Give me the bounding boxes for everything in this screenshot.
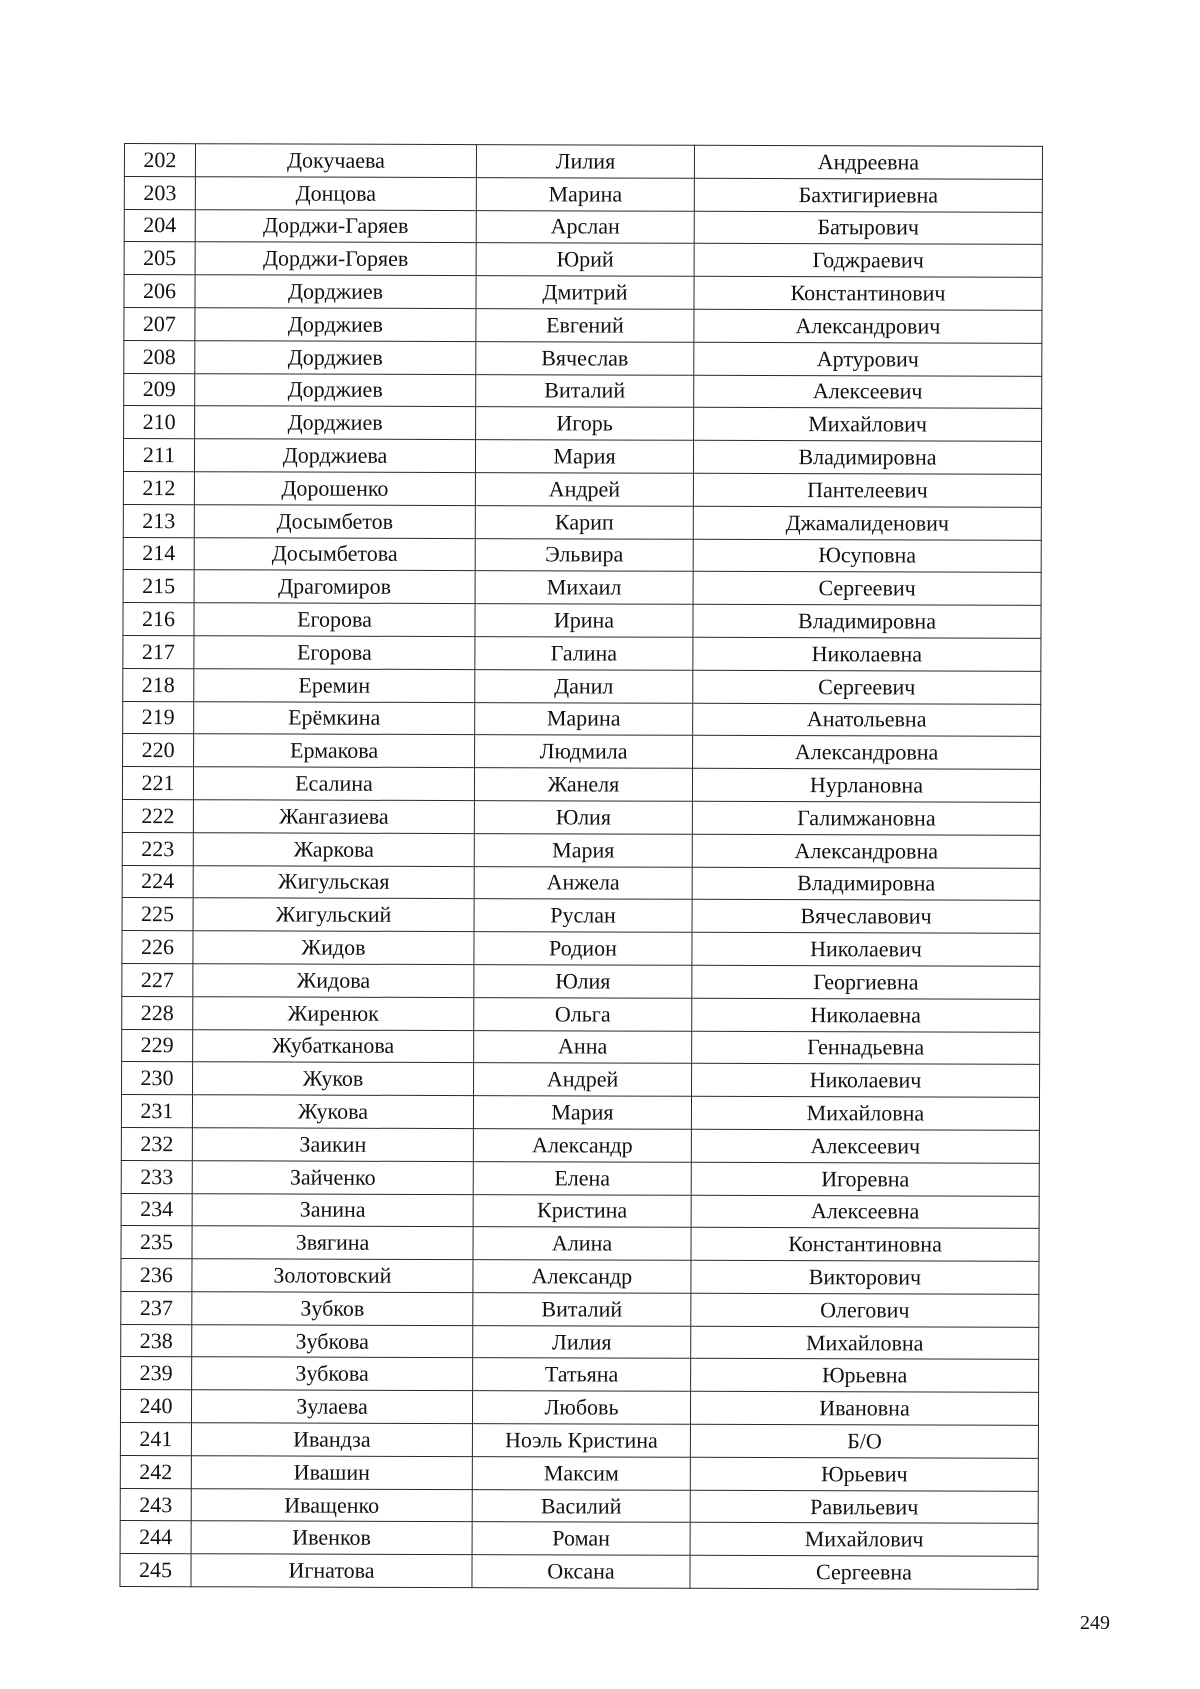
table-row xyxy=(123,734,1041,770)
patronymic-cell: Юсуповна xyxy=(693,539,1041,573)
last-name-cell: Дорджиев xyxy=(195,308,476,342)
first-name-cell: Анжела xyxy=(474,866,692,899)
table-row xyxy=(121,1226,1039,1262)
table-row xyxy=(121,1127,1039,1163)
last-name-cell: Дорджиев xyxy=(195,275,476,309)
table-row xyxy=(123,635,1041,671)
table-row xyxy=(122,799,1040,835)
patronymic-cell: Михайлович xyxy=(690,1523,1038,1557)
patronymic-cell: Джамалиденович xyxy=(693,506,1041,540)
last-name-cell: Иващенко xyxy=(191,1488,472,1522)
table-row xyxy=(120,1423,1038,1459)
row-number-cell: 219 xyxy=(123,701,194,734)
row-number-cell: 218 xyxy=(123,668,194,701)
last-name-cell: Заикин xyxy=(192,1128,473,1162)
patronymic-cell: Пантелеевич xyxy=(693,473,1041,507)
row-number-cell: 235 xyxy=(121,1226,192,1259)
row-number-cell: 227 xyxy=(122,963,193,996)
row-number-cell: 221 xyxy=(122,767,193,800)
first-name-cell: Александр xyxy=(473,1129,691,1162)
table-row xyxy=(123,668,1041,704)
row-number-cell: 203 xyxy=(124,176,195,209)
patronymic-cell: Сергеевич xyxy=(693,572,1041,606)
last-name-cell: Донцова xyxy=(195,177,476,211)
last-name-cell: Дорджиев xyxy=(195,373,476,407)
last-name-cell: Ивашин xyxy=(191,1456,472,1490)
row-number-cell: 242 xyxy=(120,1455,191,1488)
row-number-cell: 224 xyxy=(122,865,193,898)
first-name-cell: Елена xyxy=(473,1161,691,1194)
last-name-cell: Дорошенко xyxy=(194,472,475,506)
table-row xyxy=(123,439,1041,475)
table-row xyxy=(122,1062,1040,1098)
first-name-cell: Ноэль Кристина xyxy=(472,1424,690,1457)
first-name-cell: Юрий xyxy=(476,243,694,276)
table-row xyxy=(121,1095,1039,1131)
row-number-cell: 238 xyxy=(121,1324,192,1357)
table-row xyxy=(124,144,1042,180)
row-number-cell: 202 xyxy=(124,144,195,177)
table-row xyxy=(122,832,1040,868)
row-number-cell: 232 xyxy=(121,1127,192,1160)
first-name-cell: Руслан xyxy=(474,899,692,932)
last-name-cell: Докучаева xyxy=(195,144,476,178)
row-number-cell: 220 xyxy=(123,734,194,767)
first-name-cell: Евгений xyxy=(476,309,694,342)
last-name-cell: Ивандза xyxy=(191,1423,472,1457)
patronymic-cell: Алексеевич xyxy=(691,1129,1039,1163)
last-name-cell: Жидов xyxy=(193,931,474,965)
row-number-cell: 217 xyxy=(123,635,194,668)
roster-table-body xyxy=(120,144,1043,1590)
table-row xyxy=(121,1357,1039,1393)
row-number-cell: 213 xyxy=(123,504,194,537)
patronymic-cell: Владимировна xyxy=(692,867,1040,901)
table-row xyxy=(120,1390,1038,1426)
row-number-cell: 206 xyxy=(124,275,195,308)
last-name-cell: Зайченко xyxy=(192,1160,473,1194)
last-name-cell: Золотовский xyxy=(192,1259,473,1293)
table-row xyxy=(124,373,1042,409)
last-name-cell: Дорджиев xyxy=(195,341,476,375)
row-number-cell: 209 xyxy=(124,373,195,406)
patronymic-cell: Юрьевич xyxy=(690,1457,1038,1491)
last-name-cell: Егорова xyxy=(194,603,475,637)
table-row xyxy=(124,176,1042,212)
patronymic-cell: Б/О xyxy=(690,1424,1038,1458)
row-number-cell: 215 xyxy=(123,570,194,603)
first-name-cell: Мария xyxy=(475,440,693,473)
table-row xyxy=(124,242,1042,278)
last-name-cell: Жаркова xyxy=(193,832,474,866)
last-name-cell: Жиренюк xyxy=(193,996,474,1030)
first-name-cell: Юлия xyxy=(474,801,692,834)
table-row xyxy=(121,1259,1039,1295)
row-number-cell: 233 xyxy=(121,1160,192,1193)
row-number-cell: 237 xyxy=(121,1291,192,1324)
table-row xyxy=(124,340,1042,376)
patronymic-cell: Викторович xyxy=(691,1260,1039,1294)
last-name-cell: Досымбетова xyxy=(194,537,475,571)
first-name-cell: Михаил xyxy=(475,571,693,604)
first-name-cell: Лилия xyxy=(476,145,694,178)
last-name-cell: Жангазиева xyxy=(193,800,474,834)
table-row xyxy=(124,406,1042,442)
row-number-cell: 228 xyxy=(122,996,193,1029)
patronymic-cell: Годжраевич xyxy=(694,244,1042,278)
last-name-cell: Драгомиров xyxy=(194,570,475,604)
last-name-cell: Еремин xyxy=(194,668,475,702)
row-number-cell: 230 xyxy=(122,1062,193,1095)
first-name-cell: Эльвира xyxy=(475,538,693,571)
last-name-cell: Дорджиева xyxy=(194,439,475,473)
patronymic-cell: Михайлович xyxy=(694,408,1042,442)
patronymic-cell: Константиновна xyxy=(691,1228,1039,1262)
row-number-cell: 240 xyxy=(120,1390,191,1423)
last-name-cell: Жигульский xyxy=(193,898,474,932)
row-number-cell: 208 xyxy=(124,340,195,373)
patronymic-cell: Михайловна xyxy=(691,1326,1039,1360)
table-row xyxy=(122,996,1040,1032)
last-name-cell: Дорджи-Горяев xyxy=(195,242,476,276)
last-name-cell: Дорджиев xyxy=(195,406,476,440)
patronymic-cell: Георгиевна xyxy=(692,965,1040,999)
patronymic-cell: Николаевич xyxy=(692,932,1040,966)
patronymic-cell: Михайловна xyxy=(691,1096,1039,1130)
table-row xyxy=(121,1193,1039,1229)
first-name-cell: Игорь xyxy=(476,407,694,440)
patronymic-cell: Сергеевна xyxy=(690,1556,1038,1590)
first-name-cell: Оксана xyxy=(472,1555,690,1588)
table-row xyxy=(123,504,1041,540)
last-name-cell: Жуков xyxy=(193,1062,474,1096)
last-name-cell: Ермакова xyxy=(194,734,475,768)
first-name-cell: Данил xyxy=(475,669,693,702)
first-name-cell: Арслан xyxy=(476,210,694,243)
patronymic-cell: Алексеевна xyxy=(691,1195,1039,1229)
patronymic-cell: Бахтигириевна xyxy=(694,178,1042,212)
row-number-cell: 211 xyxy=(123,439,194,472)
patronymic-cell: Галимжановна xyxy=(692,801,1040,835)
first-name-cell: Виталий xyxy=(473,1292,691,1325)
roster-table xyxy=(119,143,1043,1590)
row-number-cell: 243 xyxy=(120,1488,191,1521)
table-row xyxy=(123,570,1041,606)
first-name-cell: Мария xyxy=(473,1096,691,1129)
first-name-cell: Марина xyxy=(475,702,693,735)
first-name-cell: Родион xyxy=(474,932,692,965)
table-row xyxy=(121,1291,1039,1327)
first-name-cell: Галина xyxy=(475,637,693,670)
first-name-cell: Марина xyxy=(476,177,694,210)
table-row xyxy=(121,1160,1039,1196)
patronymic-cell: Николаевна xyxy=(692,998,1040,1032)
patronymic-cell: Батырович xyxy=(694,211,1042,245)
first-name-cell: Юлия xyxy=(474,965,692,998)
patronymic-cell: Николаевич xyxy=(692,1064,1040,1098)
last-name-cell: Игнатова xyxy=(191,1554,472,1588)
first-name-cell: Ирина xyxy=(475,604,693,637)
first-name-cell: Жанеля xyxy=(474,768,692,801)
patronymic-cell: Артурович xyxy=(694,342,1042,376)
last-name-cell: Жубатканова xyxy=(193,1029,474,1063)
first-name-cell: Вячеслав xyxy=(476,341,694,374)
table-row xyxy=(122,931,1040,967)
first-name-cell: Максим xyxy=(472,1456,690,1489)
patronymic-cell: Александровна xyxy=(692,834,1040,868)
first-name-cell: Лилия xyxy=(473,1325,691,1358)
first-name-cell: Мария xyxy=(474,833,692,866)
patronymic-cell: Вячеславович xyxy=(692,900,1040,934)
row-number-cell: 223 xyxy=(122,832,193,865)
table-row xyxy=(122,865,1040,901)
first-name-cell: Виталий xyxy=(476,374,694,407)
patronymic-cell: Александровна xyxy=(693,736,1041,770)
first-name-cell: Кристина xyxy=(473,1194,691,1227)
table-row xyxy=(123,537,1041,573)
last-name-cell: Зубков xyxy=(192,1292,473,1326)
last-name-cell: Зубкова xyxy=(192,1357,473,1391)
first-name-cell: Александр xyxy=(473,1260,691,1293)
patronymic-cell: Юрьевна xyxy=(691,1359,1039,1393)
row-number-cell: 216 xyxy=(123,603,194,636)
row-number-cell: 234 xyxy=(121,1193,192,1226)
table-row xyxy=(120,1521,1038,1557)
first-name-cell: Карип xyxy=(475,505,693,538)
table-row xyxy=(121,1324,1039,1360)
first-name-cell: Андрей xyxy=(474,1063,692,1096)
table-row xyxy=(120,1488,1038,1524)
last-name-cell: Досымбетов xyxy=(194,504,475,538)
first-name-cell: Анна xyxy=(474,1030,692,1063)
row-number-cell: 207 xyxy=(124,307,195,340)
row-number-cell: 222 xyxy=(122,799,193,832)
table-row xyxy=(122,1029,1040,1065)
row-number-cell: 212 xyxy=(123,471,194,504)
last-name-cell: Есалина xyxy=(193,767,474,801)
row-number-cell: 225 xyxy=(122,898,193,931)
row-number-cell: 245 xyxy=(120,1554,191,1587)
last-name-cell: Звягина xyxy=(192,1226,473,1260)
last-name-cell: Жигульская xyxy=(193,865,474,899)
first-name-cell: Татьяна xyxy=(473,1358,691,1391)
first-name-cell: Ольга xyxy=(474,997,692,1030)
patronymic-cell: Андреевна xyxy=(694,145,1042,179)
last-name-cell: Зубкова xyxy=(192,1324,473,1358)
row-number-cell: 226 xyxy=(122,931,193,964)
table-row xyxy=(123,603,1041,639)
row-number-cell: 244 xyxy=(120,1521,191,1554)
row-number-cell: 210 xyxy=(124,406,195,439)
last-name-cell: Жукова xyxy=(192,1095,473,1129)
patronymic-cell: Константинович xyxy=(694,276,1042,310)
table-row xyxy=(120,1554,1038,1590)
first-name-cell: Людмила xyxy=(475,735,693,768)
row-number-cell: 205 xyxy=(124,242,195,275)
last-name-cell: Ивенков xyxy=(191,1521,472,1555)
patronymic-cell: Ивановна xyxy=(690,1392,1038,1426)
table-row xyxy=(124,209,1042,245)
first-name-cell: Роман xyxy=(472,1522,690,1555)
last-name-cell: Зулаева xyxy=(191,1390,472,1424)
row-number-cell: 241 xyxy=(120,1423,191,1456)
first-name-cell: Андрей xyxy=(475,473,693,506)
table-row xyxy=(120,1455,1038,1491)
patronymic-cell: Анатольевна xyxy=(693,703,1041,737)
row-number-cell: 204 xyxy=(124,209,195,242)
last-name-cell: Жидова xyxy=(193,964,474,998)
patronymic-cell: Нурлановна xyxy=(692,768,1040,802)
patronymic-cell: Геннадьевна xyxy=(692,1031,1040,1065)
table-row xyxy=(122,963,1040,999)
last-name-cell: Егорова xyxy=(194,636,475,670)
table-row xyxy=(124,275,1042,311)
last-name-cell: Занина xyxy=(192,1193,473,1227)
patronymic-cell: Сергеевич xyxy=(693,670,1041,704)
first-name-cell: Любовь xyxy=(472,1391,690,1424)
row-number-cell: 229 xyxy=(122,1029,193,1062)
table-row xyxy=(124,307,1042,343)
first-name-cell: Алина xyxy=(473,1227,691,1260)
page-number: 249 xyxy=(1080,1612,1110,1634)
patronymic-cell: Равильевич xyxy=(690,1490,1038,1524)
patronymic-cell: Александрович xyxy=(694,309,1042,343)
last-name-cell: Ерёмкина xyxy=(194,701,475,735)
patronymic-cell: Владимировна xyxy=(693,604,1041,638)
first-name-cell: Дмитрий xyxy=(476,276,694,309)
last-name-cell: Дорджи-Гаряев xyxy=(195,209,476,243)
patronymic-cell: Игоревна xyxy=(691,1162,1039,1196)
patronymic-cell: Николаевна xyxy=(693,637,1041,671)
patronymic-cell: Владимировна xyxy=(693,440,1041,474)
first-name-cell: Василий xyxy=(472,1489,690,1522)
patronymic-cell: Алексеевич xyxy=(694,375,1042,409)
table-row xyxy=(122,767,1040,803)
table-row xyxy=(123,471,1041,507)
table-row xyxy=(123,701,1041,737)
table-row xyxy=(122,898,1040,934)
patronymic-cell: Олегович xyxy=(691,1293,1039,1327)
row-number-cell: 214 xyxy=(123,537,194,570)
row-number-cell: 239 xyxy=(121,1357,192,1390)
row-number-cell: 236 xyxy=(121,1259,192,1292)
row-number-cell: 231 xyxy=(121,1095,192,1128)
